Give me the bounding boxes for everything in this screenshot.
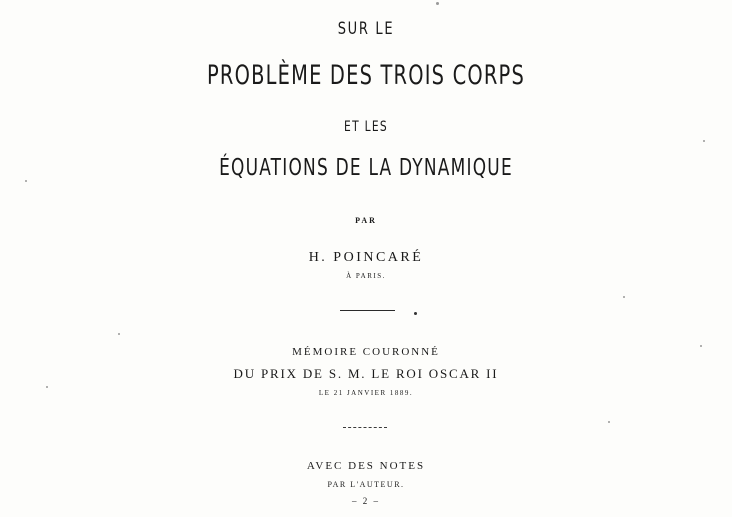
header-prefix: SUR LE — [337, 19, 395, 39]
page-number: – 2 – — [352, 496, 380, 506]
notes-label: AVEC DES NOTES — [306, 460, 426, 472]
author-city: À PARIS. — [346, 272, 386, 280]
document-subtitle: ÉQUATIONS DE LA DYNAMIQUE — [219, 155, 513, 181]
memoir-label: MÉMOIRE COURONNÉ — [292, 346, 440, 358]
paper-speck — [25, 180, 27, 182]
separator-rule — [340, 310, 395, 311]
paper-speck — [46, 386, 48, 388]
prize-date: LE 21 JANVIER 1889. — [318, 389, 414, 397]
paper-speck — [700, 345, 702, 347]
ink-dot — [414, 312, 417, 315]
by-label: PAR — [355, 216, 377, 225]
paper-speck — [118, 333, 120, 335]
paper-speck — [623, 296, 625, 298]
prize-line: DU PRIX DE S. M. LE ROI OSCAR II — [233, 366, 499, 381]
notes-author: PAR L'AUTEUR. — [327, 480, 405, 489]
conjunction-text: ET LES — [344, 119, 388, 135]
paper-speck — [608, 421, 610, 423]
separator-rule-dashed — [343, 427, 387, 428]
paper-speck — [703, 140, 705, 142]
document-title: PROBLÈME DES TROIS CORPS — [206, 60, 526, 91]
author-name: H. POINCARÉ — [308, 250, 424, 265]
paper-speck — [436, 2, 439, 5]
